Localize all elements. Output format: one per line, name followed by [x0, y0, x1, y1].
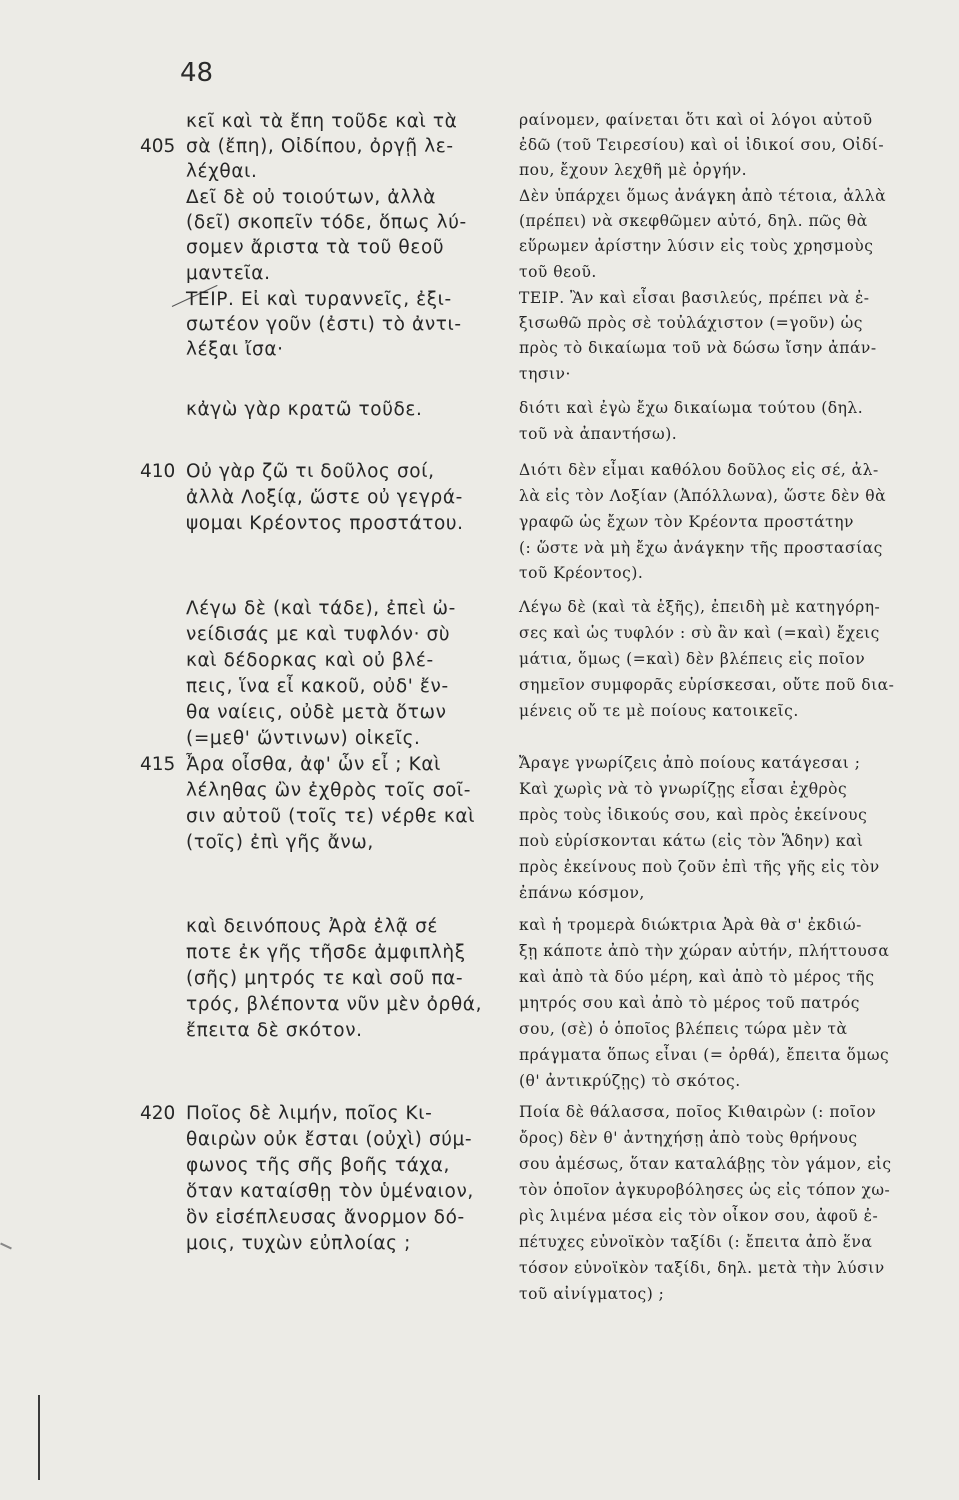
translation-line: πράγματα ὅπως εἶναι (= ὀρθά), ἔπειτα ὅμως: [519, 1046, 890, 1064]
greek-line: Δεῖ δὲ οὐ τοιούτων, ἀλλὰ: [186, 187, 437, 208]
greek-line: λέξαι ἴσα·: [186, 339, 284, 360]
translation-line: τὸν ὁποῖον ἀγκυροβόλησες ὡς εἰς τόπον χω-: [519, 1181, 891, 1199]
translation-line: διότι καὶ ἐγὼ ἔχω δικαίωμα τούτου (δηλ.: [519, 399, 864, 417]
translation-line: (θ' ἀντικρύζῃς) τὸ σκότος.: [519, 1072, 741, 1090]
greek-line: ἔπειτα δὲ σκότον.: [186, 1020, 363, 1041]
line-number: 420: [140, 1103, 176, 1124]
translation-line: ραίνομεν, φαίνεται ὅτι καὶ οἱ λόγοι αὐτοῦ: [519, 111, 873, 129]
translation-line: Δὲν ὑπάρχει ὅμως ἀνάγκη ἀπὸ τέτοια, ἀλλὰ: [519, 187, 887, 205]
greek-line: (=μεθ' ὥντινων) οἰκεῖς.: [186, 728, 421, 749]
translation-line: πρὸς τοὺς ἰδικούς σου, καὶ πρὸς ἐκείνους: [519, 806, 868, 824]
translation-line: ΤΕΙΡ. Ἂν καὶ εἶσαι βασιλεύς, πρέπει νὰ ἐ-: [519, 289, 870, 307]
greek-line: τρός, βλέποντα νῦν μὲν ὀρθά,: [186, 994, 483, 1015]
greek-line: πεις, ἵνα εἶ κακοῦ, οὐδ' ἔν-: [186, 676, 449, 697]
translation-line: τοῦ Κρέοντος).: [519, 564, 644, 582]
greek-line: κἀγὼ γὰρ κρατῶ τοῦδε.: [186, 399, 423, 420]
margin-rule-mark: [38, 1395, 40, 1480]
translation-line: ξισωθῶ πρὸς σὲ τοὐλάχιστον (=γοῦν) ὡς: [519, 314, 863, 332]
line-number: 405: [140, 136, 176, 157]
margin-pencil-mark: [0, 1243, 12, 1250]
translation-line: λὰ εἰς τὸν Λοξίαν (Ἀπόλλωνα), ὥστε δὲν θὰ: [519, 487, 887, 505]
translation-line: ἐδῶ (τοῦ Τειρεσίου) καὶ οἱ ἰδικοί σου, Οἰδί-: [519, 136, 885, 154]
greek-line: Ἆρα οἶσθα, ἀφ' ὧν εἶ ; Καὶ: [186, 754, 442, 775]
translation-line: μένεις οὔ τε μὲ ποίους κατοικεῖς.: [519, 702, 799, 720]
translation-line: (: ὥστε νὰ μὴ ἔχω ἀνάγκην τῆς προστασίας: [519, 539, 883, 557]
greek-line: σομεν ἄριστα τὰ τοῦ θεοῦ: [186, 237, 445, 258]
greek-line: σωτέον γοῦν (ἐστι) τὸ ἀντι-: [186, 314, 462, 335]
translation-line: ὄρος) δὲν θ' ἀντηχήσῃ ἀπὸ τοὺς θρήνους: [519, 1129, 858, 1147]
translation-line: (πρέπει) νὰ σκεφθῶμεν αὐτό, δηλ. πῶς θὰ: [519, 212, 868, 230]
translation-line: Ἄραγε γνωρίζεις ἀπὸ ποίους κατάγεσαι ;: [519, 754, 861, 772]
greek-line: λέχθαι.: [186, 161, 258, 182]
translation-line: ξῃ κάποτε ἀπὸ τὴν χώραν αὐτήν, πλήττουσα: [519, 942, 890, 960]
page-number: 48: [180, 58, 214, 88]
translation-line: Ποία δὲ θάλασσα, ποῖος Κιθαιρὼν (: ποῖον: [519, 1103, 877, 1121]
translation-line: Καὶ χωρὶς νὰ τὸ γνωρίζῃς εἶσαι ἐχθρὸς: [519, 780, 848, 798]
translation-line: τησιν·: [519, 365, 571, 383]
translation-line: Λέγω δὲ (καὶ τὰ ἑξῆς), ἐπειδὴ μὲ κατηγόρη-: [519, 598, 881, 616]
greek-line: ὃν εἰσέπλευσας ἄνορμον δό-: [186, 1207, 465, 1228]
translation-line: εὕρωμεν ἀρίστην λύσιν εἰς τοὺς χρησμοὺς: [519, 237, 874, 255]
line-number: 415: [140, 754, 176, 775]
greek-line: ΤΕΙΡ. Εἰ καὶ τυραννεῖς, ἐξι-: [186, 289, 452, 310]
translation-line: σου ἀμέσως, ὅταν καταλάβῃς τὸν γάμον, εἰς: [519, 1155, 892, 1173]
translation-line: γραφῶ ὡς ἔχων τὸν Κρέοντα προστάτην: [519, 513, 854, 531]
greek-line: θαιρὼν οὐκ ἔσται (οὐχὶ) σύμ-: [186, 1129, 473, 1150]
line-number: 410: [140, 461, 176, 482]
translation-line: τοῦ νὰ ἀπαντήσω).: [519, 425, 678, 443]
greek-line: φωνος τῆς σῆς βοῆς τάχα,: [186, 1155, 450, 1176]
greek-line: Ποῖος δὲ λιμήν, ποῖος Κι-: [186, 1103, 433, 1124]
greek-line: θα ναίεις, οὐδὲ μετὰ ὅτων: [186, 702, 447, 723]
translation-line: ἐπάνω κόσμον,: [519, 884, 645, 902]
translation-line: Διότι δὲν εἶμαι καθόλου δοῦλος εἰς σέ, ἀλ-: [519, 461, 879, 479]
translation-line: τόσον εὐνοϊκὸν ταξίδι, δηλ. μετὰ τὴν λύσιν: [519, 1259, 885, 1277]
greek-line: σιν αὐτοῦ (τοῖς τε) νέρθε καὶ: [186, 806, 476, 827]
greek-line: (δεῖ) σκοπεῖν τόδε, ὅπως λύ-: [186, 212, 467, 233]
greek-line: Λέγω δὲ (καὶ τάδε), ἐπεὶ ὠ-: [186, 598, 456, 619]
translation-line: σου, (σὲ) ὁ ὁποῖος βλέπεις τώρα μὲν τὰ: [519, 1020, 848, 1038]
greek-line: μοις, τυχὼν εὐπλοίας ;: [186, 1233, 411, 1254]
translation-line: τοῦ αἰνίγματος) ;: [519, 1285, 665, 1303]
translation-line: ποὺ εὑρίσκονται κάτω (εἰς τὸν Ἅδην) καὶ: [519, 832, 864, 850]
translation-line: πρὸς τὸ δικαίωμα τοῦ νὰ δώσω ἴσην ἀπάν-: [519, 339, 877, 357]
translation-line: που, ἔχουν λεχθῆ μὲ ὀργήν.: [519, 161, 748, 179]
greek-line: ψομαι Κρέοντος προστάτου.: [186, 513, 464, 534]
greek-line: λέληθας ὢν ἐχθρὸς τοῖς σοῖ-: [186, 780, 472, 801]
greek-line: (τοῖς) ἐπὶ γῆς ἄνω,: [186, 832, 374, 853]
greek-line: ποτε ἐκ γῆς τῆσδε ἀμφιπλὴξ: [186, 942, 466, 963]
greek-line: καὶ δεινόπους Ἀρὰ ἐλᾷ σέ: [186, 916, 438, 937]
translation-line: σημεῖον συμφορᾶς εὑρίσκεσαι, οὔτε ποῦ δια-: [519, 676, 895, 694]
greek-line: (σῆς) μητρός τε καὶ σοῦ πα-: [186, 968, 464, 989]
translation-line: καὶ ἡ τρομερὰ διώκτρια Ἀρὰ θὰ σ' ἐκδιώ-: [519, 916, 862, 934]
translation-line: σες καὶ ὡς τυφλόν : σὺ ἂν καὶ (=καὶ) ἔχεις: [519, 624, 880, 642]
translation-line: μάτια, ὅμως (=καὶ) δὲν βλέπεις εἰς ποῖον: [519, 650, 866, 668]
greek-line: μαντεῖα.: [186, 263, 271, 284]
greek-line: ὅταν καταίσθῃ τὸν ὑμέναιον,: [186, 1181, 474, 1202]
greek-line: Οὐ γὰρ ζῶ τι δοῦλος σοί,: [186, 461, 435, 482]
translation-line: πρὸς ἐκείνους ποὺ ζοῦν ἐπὶ τῆς γῆς εἰς τὸν: [519, 858, 880, 876]
translation-line: ρὶς λιμένα μέσα εἰς τὸν οἶκον σου, ἀφοῦ ἐ-: [519, 1207, 879, 1225]
greek-line: σὰ (ἔπη), Οἰδίπου, ὀργῇ λε-: [186, 136, 454, 157]
translation-line: καὶ ἀπὸ τὰ δύο μέρη, καὶ ἀπὸ τὸ μέρος τῆς: [519, 968, 875, 986]
greek-line: καὶ δέδορκας καὶ οὐ βλέ-: [186, 650, 434, 671]
translation-line: πέτυχες εὐνοϊκὸν ταξίδι (: ἔπειτα ἀπὸ ἕνα: [519, 1233, 873, 1251]
greek-line: νείδισάς με καὶ τυφλόν· σὺ: [186, 624, 451, 645]
greek-line: κεῖ καὶ τὰ ἔπη τοῦδε καὶ τὰ: [186, 111, 458, 132]
greek-line: ἀλλὰ Λοξίᾳ, ὥστε οὐ γεγρά-: [186, 487, 463, 508]
translation-line: μητρός σου καὶ ἀπὸ τὸ μέρος τοῦ πατρός: [519, 994, 860, 1012]
translation-line: τοῦ θεοῦ.: [519, 263, 597, 281]
